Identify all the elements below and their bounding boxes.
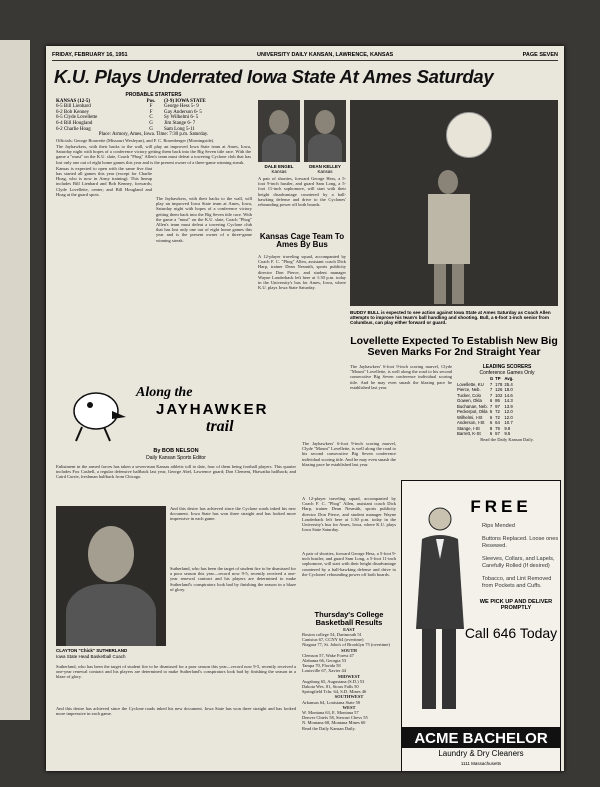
bus-story: A 12-player traveling squad, accompanied by Coach F. C. "Phog" Allen, assistant coach Dick Harp, trainer Dean Nesmith, sports publicity director Don Pierce, and student manager Wayne Louderback left here at 1:30 p.m. today in the University's bus for Ames, Iowa, where K.U. plays Iowa State Saturday.	[258, 254, 346, 291]
jayhawker-trail-logo	[56, 381, 296, 443]
game-place: Place: Armory, Ames, Iowa. Time: 7:30 p.m. Saturday.	[98, 132, 209, 138]
leaders-row: Peckerpot, Okla 6 72 12.0	[457, 409, 513, 414]
page-header	[52, 52, 558, 61]
ad-pickup: WE PICK UP AND DELIVER PROMPTLY	[479, 599, 553, 611]
story-bus-cont: A 12-player traveling squad, accompanied by Coach F. C. "Phog" Allen, assistant coach Dick Harp, trainer Dean Nesmith, sports publicity director Don Pierce, and student manager Wayne Louderback left here at 1:30 p.m. today in the University's bus for Ames, Iowa, where K.U. plays Iowa State Saturday.	[302, 496, 396, 533]
dale-engel-caption: DALE ENGEL	[264, 164, 294, 169]
results-title: Thursday's College Basketball Results	[314, 610, 384, 627]
story-shorties: A pair of shorties, forward George Hess, a 5-foot 9-inch hustler, and guard Sam Long, a 5-foot 11-inch sophomore, will start with their height disadvantage countered by a ball-hawking defense and drive to the Cyclones' rebounding power off both boards.	[258, 176, 346, 208]
jayhawker-title-line2: JAYHAWKER	[156, 401, 269, 418]
header-date: FRIDAY, FEBRUARY 16, 1951	[52, 52, 128, 58]
starters-row: 6-5 Clyde Lovellette C Sy Wilhelmi 6- 5	[56, 115, 199, 121]
column-body-2: Sutherland, who has been the target of student fire to be dismissed for a poor season this year—record now 9-5, recently received a one-year renewal contract and his players are determined to make Sutherland's conspirators look bad by finishing the season in a blaze of glory.	[170, 566, 296, 592]
column-byline: By BOB NELSON	[153, 448, 199, 454]
results-line: Clemson 57, Wake Forest 47	[302, 652, 354, 658]
column-body: And this desire has achieved since the Cyclone roads inked his new document. Iowa State has won three straight and has looked more impressive in each game.	[170, 506, 296, 522]
leaders-table	[456, 376, 515, 437]
results-region: MIDWEST	[337, 673, 361, 679]
leading-scorers	[456, 364, 558, 442]
ad-item: Sleeves, Collars, and Lapels, Carefully Rolled (If desired)	[482, 556, 555, 569]
sutherland-photo	[56, 506, 166, 646]
leaders-row: Gowen, Okla 6 86 14.3	[457, 398, 513, 403]
ad-call: Call 646 Today	[464, 625, 558, 641]
results-line: Augsburg 65, Augustana (S.D.) 53	[302, 678, 365, 684]
results-line: W. Montana 63, E. Montana 57	[302, 710, 359, 715]
dale-engel-photo	[258, 100, 300, 162]
ad-business-type: Laundry & Dry Cleaners	[438, 749, 524, 758]
ad-item: Tobacco, and Lint Removed from Pockets and Cuffs.	[482, 576, 552, 589]
header-page: PAGE SEVEN	[522, 52, 558, 58]
newspaper-page	[46, 46, 564, 771]
leaders-row: Anderson, I-St 6 64 10.7	[457, 420, 513, 425]
sutherland-caption-title: Iowa State Head Basketball Coach	[56, 654, 126, 659]
probable-starters	[56, 93, 251, 197]
results-line: Boston college 54, Dartmouth 51	[302, 631, 362, 637]
dean-kelley-school: Kansas	[317, 169, 333, 174]
main-headline: K.U. Plays Underrated Iowa State At Ames Saturday	[54, 66, 494, 87]
ad-free-heading: FREE	[470, 497, 532, 516]
leaders-row: Buchanan, Neb. 7 97 13.9	[457, 403, 513, 409]
results-region: WEST	[342, 704, 356, 710]
results-region: EAST	[343, 626, 355, 632]
results-line: N. Montana 68, Montana Mines 60	[302, 720, 366, 726]
story-jayhawkers-game: The Jayhawkers, with their backs to the wall, will play an improved Iowa State team at Ames, Iowa, Saturday night with hopes of a conference victory getting them back into the Big Seven title race. With the game a "must" on the K.U. slate, Coach "Phog" Allen's team must defeat a towering Cyclone club that has lost only one out of eight home games this year and is the present owner of a three-game winning streak.	[156, 196, 252, 243]
jayhawk-mascot-icon	[60, 383, 130, 443]
results-line: Tampa 70, Florida 58	[302, 663, 341, 669]
leaders-row: Lovellette, KU 7 178 25.4	[457, 381, 513, 387]
leaders-header-row: G TP Avg.	[489, 376, 514, 381]
lovellette-headline: Lovellette Expected To Establish New Big Seven Marks For 2nd Straight Year	[350, 335, 558, 359]
sutherland-caption: CLAYTON "Chick" SUTHERLAND	[56, 648, 128, 653]
results-line: Louisville 67, Xavier 44	[302, 668, 346, 674]
ad-address: 1111 Massachusetts	[460, 761, 502, 766]
starters-row: 6-2 Charlie Hoag G Sam Long 5-11	[56, 126, 195, 132]
results-region: SOUTHWEST	[334, 694, 364, 700]
ad-item: Buttons Replaced. Loose ones Resewed.	[482, 536, 559, 549]
column-body-3: Sutherland, who has been the target of student fire to be dismissed for a poor season this year—record now 9-5, recently received a one-year renewal contract and his players are determined to make Sutherland's conspirators look bad by finishing the season in a blaze of glory.	[56, 664, 296, 680]
man-in-suit-illustration	[408, 499, 478, 719]
bus-headline: Kansas Cage Team To Ames By Bus	[259, 232, 345, 250]
starters-row: 6-2 Bob Kenney F Gay Anderson 6- 5	[56, 109, 202, 115]
dean-kelley-caption: DEAN KELLEY	[309, 164, 341, 169]
results-line: Arkansas 64, Louisiana State 50	[302, 699, 361, 705]
lovellette-story: The Jayhawkers' 6-foot 9-inch scoring marvel, Clyde "Mount" Lovellette, is well along the road to his second consecutive Big Seven conference individual scoring title. And he may even smash the blazing pace he established last year.	[350, 364, 452, 390]
starters-col-kansas: KANSAS (12-5)	[56, 98, 91, 104]
leaders-subtitle: Conference Games Only	[479, 370, 535, 376]
dean-kelley-photo	[304, 100, 346, 162]
leaders-row: Barrett, K-St 6 57 9.5	[457, 431, 511, 436]
leaders-row: Stange, I-St 8 79 9.9	[457, 425, 511, 431]
results-line: Dakota Wes. 81, Sioux Falls 50	[302, 683, 359, 689]
jayhawker-title-line3: trail	[206, 418, 234, 435]
results-footer: Read the Daily Kansan Daily.	[302, 725, 356, 731]
buddy-bull-caption: BUDDY BULL is expected to see action against Iowa State at Ames Saturday as Coach Allen attempts to improve his team's ball handling and shooting. Bull, a 6-foot 1-inch senior from Columbus, can play either forward or guard.	[350, 310, 551, 325]
starters-col-iowa: (3-9) IOWA STATE	[164, 98, 206, 104]
leaders-row: Tucker, Colo 7 102 14.6	[457, 392, 513, 398]
column-byline-title: Daily Kansan Sports Editor	[146, 455, 206, 461]
column-intro: Enlistment in the armed forces has taken a seven-man Kansas athletic toll to date, four of them being football players. This quarter includes Fox Cashell, a regular defensive halfback last year, George Abel, Lawrence guard; Don Clement, Hiawatha halfback; and Caird Currie, freshman halfback from Chicago.	[56, 464, 296, 480]
dale-engel-school: Kansas	[271, 169, 287, 174]
results-line: Denver Chiefs 58, Stewart Chevs 55	[302, 715, 368, 721]
leaders-row: Wilhelmi, I-St 6 72 12.0	[457, 414, 513, 420]
results-line: Niagara 77, St. John's of Brooklyn 75 (overtime)	[302, 642, 390, 648]
results-line: Canisius 67, CCNY 64 (overtime)	[302, 637, 364, 643]
starters-row: 6-5 Bill Lienhard F George Hess 5- 9	[56, 104, 199, 110]
jayhawker-title-line1: Along the	[136, 385, 193, 400]
starters-col-pos: Pos.	[146, 98, 156, 104]
column-body-4: And this desire has achieved since the Cyclone roads inked his new document. Iowa State has won three straight and has looked more impressive in each game.	[56, 706, 296, 717]
game-officials: Officials: George Bourrette (Missouri Wesleyan), and F. C. Rosenberger (Morningside).	[56, 137, 215, 143]
results-region: SOUTH	[341, 647, 357, 653]
adjacent-page-edge	[0, 40, 30, 720]
story-lead: The Jayhawkers, with their backs to the wall, will play an improved Iowa State team at Ames, Iowa, Saturday night with hopes of a conference victory getting them back into the Big Seven title race. With the game a "must" on the K.U. slate, Coach "Phog" Allen's team must defeat a towering Cyclone club that has lost only one out of eight home games this year and is the present owner of a three-game winning streak.	[56, 143, 251, 165]
leaders-title: LEADING SCORERS	[482, 364, 532, 370]
college-results	[302, 611, 396, 731]
buddy-bull-photo	[350, 100, 558, 306]
leaders-row: Pierce, Neb. 7 126 18.0	[457, 387, 513, 392]
story-shorties-cont: A pair of shorties, forward George Hess, a 5-foot 9-inch hustler, and guard Sam Long, a 5-foot 11-inch sophomore, will start with their height disadvantage countered by a ball-hawking defense and drive to the Cyclones' rebounding power off both boards.	[302, 551, 396, 577]
story-lovellette-scoring: The Jayhawkers' 6-foot 9-inch scoring marvel, Clyde "Mount" Lovellette, is well along the road to his second consecutive Big Seven conference individual scoring title. And he may even smash the blazing pace he established last year.	[302, 441, 396, 467]
results-line: Springfield Tchr. 64, S.D. Mines 46	[302, 689, 367, 695]
starters-row: 6-4 Bill Hougland G Jim Stange 6- 7	[56, 120, 196, 126]
story-lineup: Kansas is expected to open with the same five that has started all games this year (except for Charlie Hoag, who is now in Army training). This lineup includes Bill Lienhard and Bob Kenney, forwards; Clyde Lovellette, center; and Bill Hougland and Hoag at the guard spots.	[56, 165, 152, 197]
ad-business-name: ACME BACHELOR	[402, 727, 560, 748]
ad-item: Rips Mended	[482, 523, 515, 529]
header-paper: UNIVERSITY DAILY KANSAN, LAWRENCE, KANSAS	[257, 52, 394, 58]
acme-bachelor-ad	[401, 480, 561, 771]
leaders-footer: Read the Daily Kansan Daily.	[480, 436, 534, 442]
starters-title: PROBABLE STARTERS	[125, 92, 182, 98]
results-line: Alabama 66, Georgia 53	[302, 657, 347, 663]
